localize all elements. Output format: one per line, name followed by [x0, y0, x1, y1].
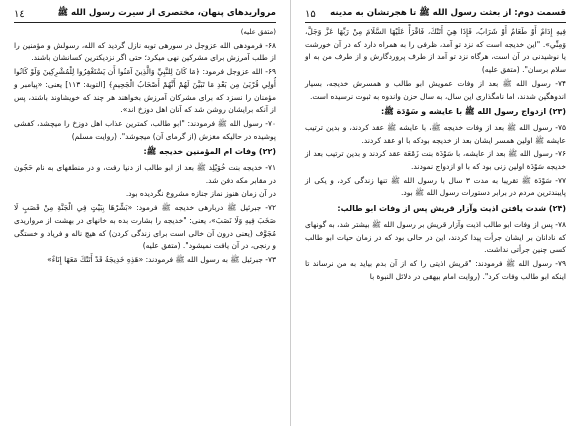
- paragraph: ۶۹- الله عزوجل فرمود: ﴿مَا كَانَ لِلنَّبِيِّ وَالَّذِينَ آمَنُوا أَن يَسْتَغْفِرُوا لِلْمُشْرِكِينَ وَلَوْ كَانُوا أُولِي قُرْبَىٰ مِن بَعْدِ مَا تَبَيَّنَ لَهُمْ أَنَّهُمْ أَصْحَابُ الْجَحِيمِ﴾ [التوبة: ١١٣] یعنی: «پیامبر و مؤمنان را نسزد که برای مشرکان آمرزش بخواهند هر چند که خویشاوند باشند، پس از آنکه برایشان روشن شد که آنان اهل دوزخ اند».: [14, 67, 276, 115]
- paragraph: در آن زمان هنوز نماز جنازه مشروع نگردیده بود.: [125, 189, 276, 199]
- paragraph: ۷۱- خدیجه بنت خُوَيْلِد ﷺ بعد از ابو طالب از دنیا رفت، و در منطقهای به نام حَجُون در مقابر مکه دفن شد.: [14, 163, 276, 185]
- right-header-title: قسمت دوم: از بعثت رسول الله ﷺ تا هجرتشان به مدینه: [330, 8, 566, 18]
- paragraph: ۷۰- رسول الله ﷺ فرمودند: "ابو طالب، کمترین عذاب اهل دوزخ را میچشد، کفشی پوشیده در حالیکه مغزش (از گرمای آن) میجوشد". (روایت مسلم): [14, 118, 276, 141]
- right-page-header: [305, 6, 566, 23]
- right-page-body: [305, 26, 566, 422]
- paragraph: ۷۵- رسول الله ﷺ بعد از وفات خدیجه ﷺ، با عایشه ﷺ عقد کردند، و بدین ترتیب عایشه ﷺ اولین همسر ایشان بعد از خدیجه بودکه با او عقد کردند.: [305, 122, 566, 145]
- left-page-body: [14, 26, 276, 422]
- paragraph: ۷۸- پس از وفات ابو طالب اذیت وآزار قریش بر رسول الله ﷺ بیشتر شد، به گونهای که نادانان بر ایشان جرأت پیدا کردند، این در حالی بود که در زمان حیات ابو طالب کسی چنین جرأتی نداشت.: [305, 219, 566, 255]
- paragraph: فِيهِ إِدَامٌ أَوْ طَعَامٌ أَوْ شَرَابٌ، فَإِذَا هِيَ أَتَتْكَ، فَاقْرَأْ عَلَيْهَا السَّلَامَ مِنْ رَبِّهَا عَزَّ وَجَلَّ، وَمِنِّي». "این خدیجه است که نزد تو آمد، ظرفی را به همراه دارد که در آن خورشت یا نوشیدنی در آن است، هرگاه نزد تو آمد از طرف پروردگارش و از طرف من به او سلام برسان". (متفق علیه): [305, 27, 566, 75]
- right-page-number: ١۵: [305, 8, 316, 20]
- paragraph: ۷۴- رسول الله ﷺ بعد از وفات عمویش ابو طالب و همسرش خدیجه، بسیار اندوهگین شدند، اما نامگذاری این سال، به سال حزن واندوه به ثبوت نرسیده است.: [305, 78, 566, 101]
- left-page-number: ١٤: [14, 8, 25, 20]
- left-page-header: [14, 6, 276, 23]
- section-heading: (۲۳) ازدواج رسول الله ﷺ با عایشه و سَوْدَة ﷺ:: [380, 107, 566, 117]
- right-page: [290, 0, 580, 426]
- paragraph: ۷۲- جبرئیل ﷺ دربارهی خدیجه ﷺ فرمود: «بَشِّرْهَا بِبَيْتٍ فِي الْجَنَّةِ مِنْ قَصَبٍ لَا صَخَبَ فِيهِ وَلَا نَصَبَ»، یعنی: "خدیجه را بشارت بده به خانهای در بهشت از مرواریدی مُجَوَّف (یعنی درون آن خالی است برای زندگی کردن) که هیچ ناله و فریاد و خستگی و رنجی، در آن یافت نمیشود". (متفق علیه): [14, 203, 276, 251]
- paragraph: ۶۸- فرمودهی الله عزوجل در سورهی توبه نازل گردید که الله، رسولش و مؤمنین را از طلب آمرزش برای مشرکین نهی میکرد؛ حتی اگر نزدیکترین کسانشان باشند.: [14, 40, 276, 63]
- left-header-title: مرواریدهای پنهان، مختصری از سیرت رسول الله ﷺ: [57, 8, 276, 18]
- paragraph: ۷۷- سَوْدَة ﷺ تقریبا به مدت ۳ سال با رسول الله ﷺ تنها زندگی کرد، و یکی از پایبندترین مردم در برابر دستورات رسول الله ﷺ بود.: [305, 175, 566, 198]
- source-citation: (متفق علیه): [240, 28, 276, 36]
- section-heading: (۲۴) شدت یافتن اذیت وآزار قریش پس از وفات ابو طالب:: [337, 204, 566, 214]
- section-heading: (۲۲) وفات ام المؤمنین خدیجه ﷺ:: [143, 147, 276, 157]
- paragraph: ۷۹- رسول الله ﷺ فرمودند: "قریش اذیتی را که از آن بدم بیاید به من نرساند تا اینکه ابو طالب وفات کرد". (روایت امام بیهقی در دلائل النبوة با: [305, 258, 566, 281]
- paragraph: ۷۶- رسول الله ﷺ بعد از عایشه، با سَوْدَة بنت زَمْعَة عقد کردند و بدین ترتیب بعد از خدیجه سَوْدَة اولین زنی بود که با او ازدواج نمودند.: [305, 149, 566, 172]
- paragraph: ۷۳- جبرئیل ﷺ به رسول الله ﷺ فرمودند: «هَذِهِ خَدِيجَةُ قَدْ أَتَتْكَ مَعَهَا إِنَاءٌ»: [47, 254, 276, 264]
